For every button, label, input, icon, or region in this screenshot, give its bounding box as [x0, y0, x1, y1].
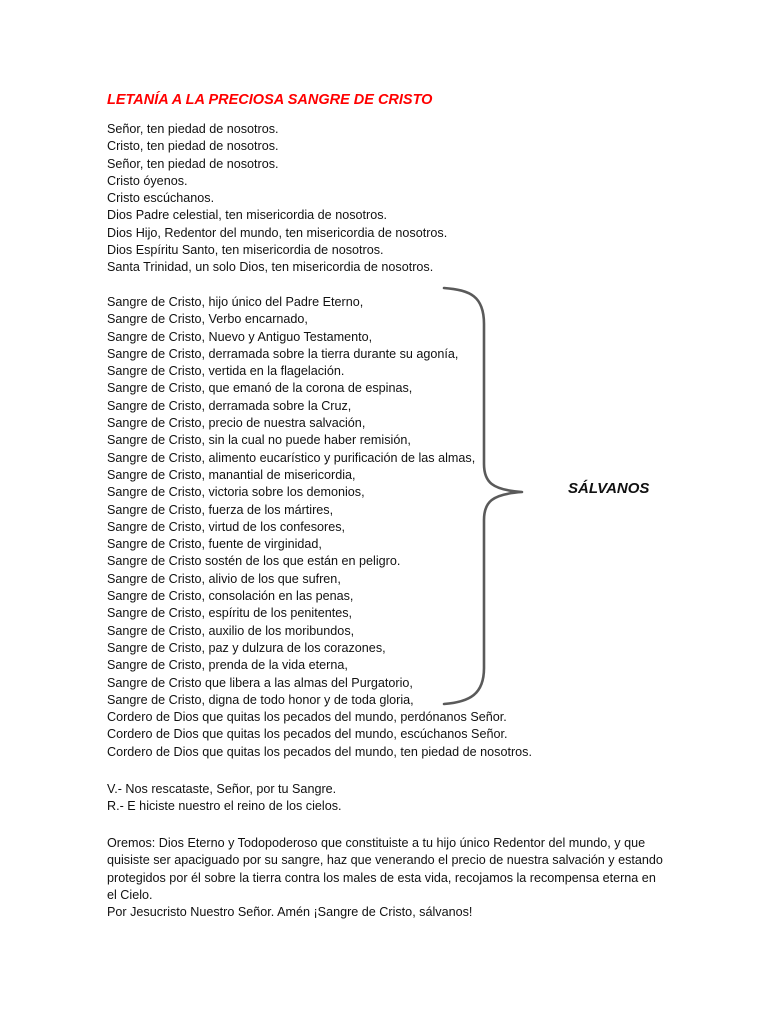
- closing-prayer: [107, 835, 667, 921]
- text-line: Dios Espíritu Santo, ten misericordia de nosotros.: [107, 243, 384, 258]
- text-line: Señor, ten piedad de nosotros.: [107, 156, 279, 171]
- invocation-line: Sangre de Cristo, paz y dulzura de los corazones,: [107, 640, 386, 655]
- invocation-line: Sangre de Cristo, que emanó de la corona de espinas,: [107, 381, 413, 396]
- invocation-line: Sangre de Cristo que libera a las almas del Purgatorio,: [107, 675, 413, 690]
- invocation-line: Sangre de Cristo, manantial de misericordia,: [107, 467, 356, 482]
- text-line: Dios Hijo, Redentor del mundo, ten misericordia de nosotros.: [107, 225, 448, 240]
- text-line: Dios Padre celestial, ten misericordia de nosotros.: [107, 208, 387, 223]
- response-salvanos: SÁLVANOS: [568, 480, 650, 497]
- invocation-line: Sangre de Cristo sostén de los que están en peligro.: [107, 554, 401, 569]
- invocation-line: Sangre de Cristo, consolación en las penas,: [107, 589, 354, 604]
- versicle: V.- Nos rescataste, Señor, por tu Sangre.: [107, 782, 337, 796]
- invocation-line: Sangre de Cristo, alivio de los que sufren,: [107, 571, 341, 586]
- invocation-line: Sangre de Cristo, sin la cual no puede haber remisión,: [107, 433, 411, 448]
- invocation-line: Sangre de Cristo, virtud de los confesores,: [107, 519, 346, 534]
- invocation-line: Sangre de Cristo, derramada sobre la Cruz,: [107, 398, 352, 413]
- closing-line: Por Jesucristo Nuestro Señor. Amén ¡Sangre de Cristo, sálvanos!: [107, 905, 473, 920]
- agnus-line: Cordero de Dios que quitas los pecados del mundo, perdónanos Señor.: [107, 710, 507, 725]
- invocation-line: Sangre de Cristo, precio de nuestra salvación,: [107, 416, 366, 431]
- invocation-line: Sangre de Cristo, derramada sobre la tierra durante su agonía,: [107, 346, 459, 361]
- invocation-line: Sangre de Cristo, Verbo encarnado,: [107, 312, 308, 327]
- opening-invocations: [107, 121, 447, 277]
- invocation-line: Sangre de Cristo, fuerza de los mártires,: [107, 502, 334, 517]
- invocation-line: Sangre de Cristo, fuente de virginidad,: [107, 537, 322, 552]
- text-line: Cristo escúchanos.: [107, 191, 215, 206]
- text-line: Cristo óyenos.: [107, 173, 188, 188]
- page-title: LETANÍA A LA PRECIOSA SANGRE DE CRISTO: [107, 92, 433, 108]
- invocation-line: Sangre de Cristo, victoria sobre los demonios,: [107, 485, 365, 500]
- curly-brace-icon: [440, 284, 530, 708]
- invocation-line: Sangre de Cristo, alimento eucarístico y purificación de las almas,: [107, 450, 476, 465]
- text-line: Santa Trinidad, un solo Dios, ten misericordia de nosotros.: [107, 260, 434, 275]
- responsory: R.- E hiciste nuestro el reino de los cielos.: [107, 799, 342, 813]
- invocation-line: Sangre de Cristo, prenda de la vida eterna,: [107, 658, 348, 673]
- invocation-line: Sangre de Cristo, digna de todo honor y de toda gloria,: [107, 692, 414, 707]
- agnus-line: Cordero de Dios que quitas los pecados del mundo, escúchanos Señor.: [107, 727, 508, 742]
- invocation-line: Sangre de Cristo, espíritu de los penitentes,: [107, 606, 353, 621]
- text-line: Cristo, ten piedad de nosotros.: [107, 139, 279, 154]
- invocation-line: Sangre de Cristo, auxilio de los moribundos,: [107, 623, 355, 638]
- text-line: Señor, ten piedad de nosotros.: [107, 122, 279, 136]
- agnus-line: Cordero de Dios que quitas los pecados del mundo, ten piedad de nosotros.: [107, 744, 532, 759]
- prayer-text: Oremos: Dios Eterno y Todopoderoso que constituiste a tu hijo único Redentor del mundo, y que quisiste ser apaciguado por su sangre, haz que venerando el precio de nuestra salvación y estando protegidos por él sobre la tierra contra los males de esta vida, recojamos la recompensa eterna en el Cielo.: [107, 836, 663, 902]
- invocation-line: Sangre de Cristo, Nuevo y Antiguo Testamento,: [107, 329, 373, 344]
- invocation-line: Sangre de Cristo, hijo único del Padre Eterno,: [107, 295, 364, 309]
- invocation-line: Sangre de Cristo, vertida en la flagelación.: [107, 364, 345, 379]
